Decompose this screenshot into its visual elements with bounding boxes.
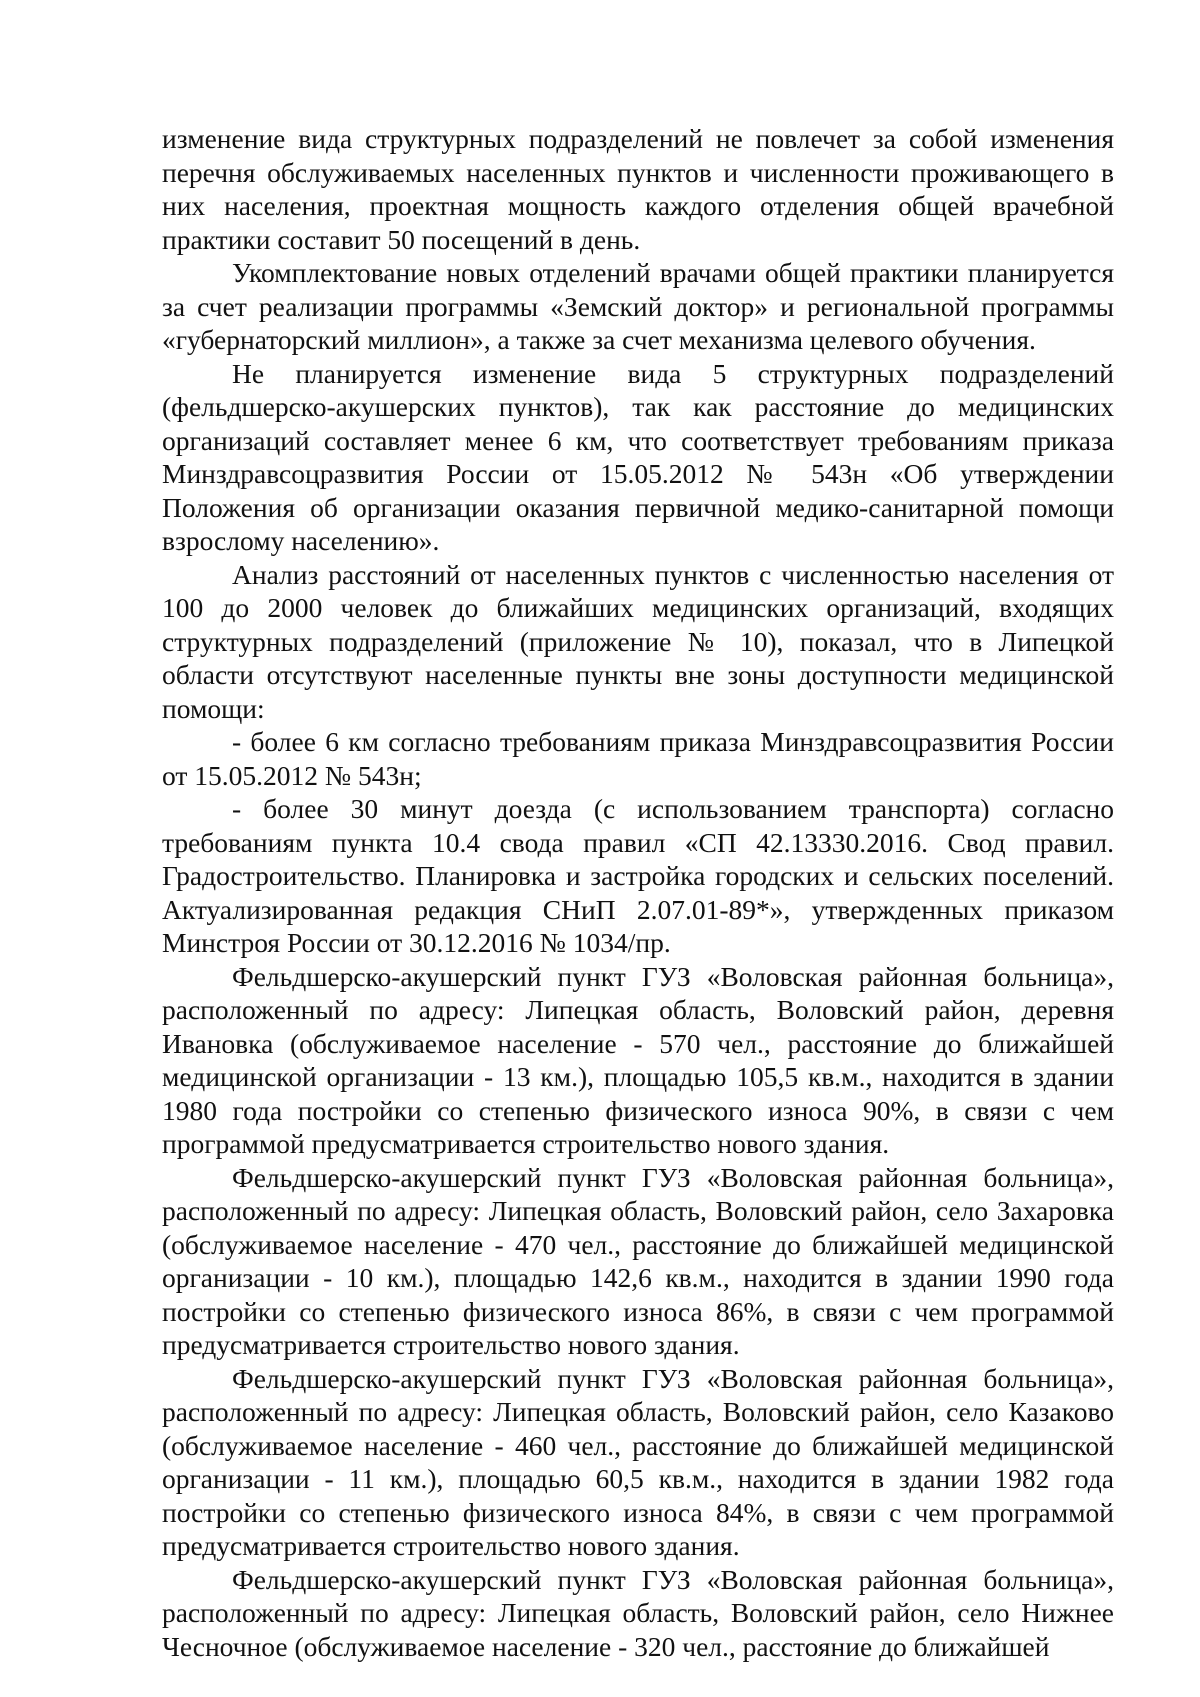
- list-item-distance: - более 6 км согласно требованиям приказа Минздравсоцразвития России от 15.05.2012 № 543н;: [162, 726, 1114, 791]
- paragraph-staffing: Укомплектование новых отделений врачами общей практики планируется за счет реализации программы «Земский доктор» и региональной программы «губернаторский миллион», а также за счет механизма целевого обучения.: [162, 257, 1114, 355]
- paragraph-nizhnee-chesnochnoe: Фельдшерско-акушерский пункт ГУЗ «Воловская районная больница», расположенный по адресу: Липецкая область, Воловский район, село Нижнее Чесночное (обслуживаемое население - 320 чел., расстояние до ближайшей: [162, 1563, 1114, 1662]
- paragraph-distance-analysis: Анализ расстояний от населенных пунктов с численностью населения от 100 до 2000 человек до ближайших медицинских организаций, входящих структурных подразделений (приложение № 10), показал, что в Липецкой области отсутствуют населенные пункты вне зоны доступности медицинской помощи:: [162, 558, 1114, 724]
- list-item-travel-time: - более 30 минут доезда (с использованием транспорта) согласно требованиям пункта 10.4 свода правил «СП 42.13330.2016. Свод правил. Градостроительство. Планировка и застройка городских и сельских поселений. Актуализированная редакция СНиП 2.07.01-89*», утвержденных приказом Минстроя России от 30.12.2016 № 1034/пр.: [162, 793, 1114, 958]
- paragraph-zakharovka: Фельдшерско-акушерский пункт ГУЗ «Воловская районная больница», расположенный по адресу: Липецкая область, Воловский район, село Захаровка (обслуживаемое население - 470 чел., расстояние до ближайшей медицинской организации - 10 км.), площадью 142,6 кв.м., находится в здании 1990 года постройки со степенью физического износа 86%, в связи с чем программой предусматривается строительство нового здания.: [162, 1161, 1114, 1360]
- paragraph-continuation: изменение вида структурных подразделений не повлечет за собой изменения перечня обслуживаемых населенных пунктов и численности проживающего в них населения, проектная мощность каждого отделения общей врачебной практики составит 50 посещений в день.: [162, 123, 1114, 255]
- document-body: [162, 122, 1114, 1663]
- paragraph-kazakovo: Фельдшерско-акушерский пункт ГУЗ «Воловская районная больница», расположенный по адресу: Липецкая область, Воловский район, село Казаково (обслуживаемое население - 460 чел., расстояние до ближайшей медицинской организации - 11 км.), площадью 60,5 кв.м., находится в здании 1982 года постройки со степенью физического износа 84%, в связи с чем программой предусматривается строительство нового здания.: [162, 1362, 1114, 1561]
- paragraph-ivanovka: Фельдшерско-акушерский пункт ГУЗ «Воловская районная больница», расположенный по адресу: Липецкая область, Воловский район, деревня Ивановка (обслуживаемое население - 570 чел., расстояние до ближайшей медицинской организации - 13 км.), площадью 105,5 кв.м., находится в здании 1980 года постройки со степенью физического износа 90%, в связи с чем программой предусматривается строительство нового здания.: [162, 960, 1114, 1159]
- paragraph-no-change: Не планируется изменение вида 5 структурных подразделений (фельдшерско-акушерских пунктов), так как расстояние до медицинских организаций составляет менее 6 км, что соответствует требованиям приказа Минздравсоцразвития России от 15.05.2012 № 543н «Об утверждении Положения об организации оказания первичной медико-санитарной помощи взрослому населению».: [162, 357, 1114, 556]
